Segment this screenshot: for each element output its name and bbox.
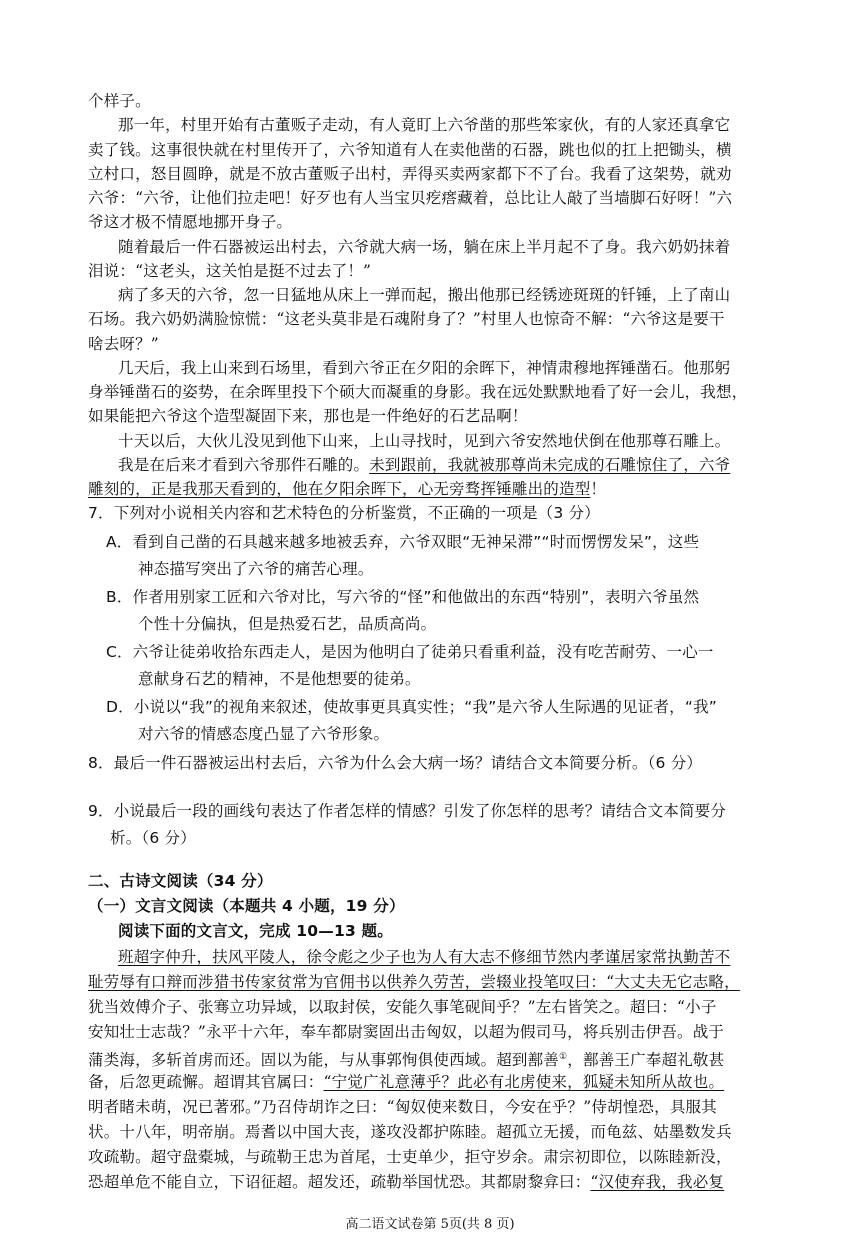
underlined-passage: “汉使弃我，我必复 xyxy=(590,1173,725,1191)
underlined-sentence: 未到跟前，我就被那尊尚未完成的石雕惊住了，六爷 xyxy=(369,456,731,474)
underlined-sentence: 雕刻的，正是我那天看到的，他在夕阳余晖下，心无旁骛挥锤雕出的造型 xyxy=(88,480,591,498)
classical-line xyxy=(88,1069,724,1095)
classical-line: 犹当效傅介子、张骞立功异域，以取封侯，安能久事笔砚间乎？”左右皆笑之。超曰：“小子 xyxy=(88,998,717,1016)
option-c-cont: 意献身石艺的精神，不是他想要的徒弟。 xyxy=(138,670,421,688)
option-b-cont: 个性十分偏执，但是热爱石艺，品质高尚。 xyxy=(138,615,437,633)
classical-line: 状。十八年，明帝崩。焉耆以中国大丧，遂攻没都护陈睦。超孤立无援，而龟兹、姑墨数发兵 xyxy=(88,1123,732,1141)
story-line: 随着最后一件石器被运出村去，六爷就大病一场，躺在床上半月起不了身。我六奶奶抹着 xyxy=(118,238,731,256)
story-line-underlined xyxy=(88,476,606,502)
classical-line xyxy=(88,969,740,995)
option-a: A．看到自己凿的石具越来越多地被丢弃，六爷双眼“无神呆滞”“时而愣愣发呆”，这些 xyxy=(106,533,700,551)
classical-text: 蒲类海，多斩首虏而还。固以为能，与从事郭恂俱使西域。超到鄯善 xyxy=(88,1051,560,1070)
story-line: 身举锤凿石的姿势，在余晖里投下个硕大而凝重的身影。我在远处默默地看了好一会儿，我想， xyxy=(88,383,748,401)
option-b: B．作者用别家工匠和六爷对比，写六爷的“怪”和他做出的东西“特别”，表明六爷虽然 xyxy=(106,588,700,606)
classical-text: 备，后忽更疏懈。超谓其官属曰： xyxy=(88,1073,324,1091)
question-9-cont: 析。（6 分） xyxy=(110,829,196,847)
story-line: 石场。我六奶奶满脸惊慌：“这老头莫非是石魂附身了？”村里人也惊奇不解：“六爷这是要干 xyxy=(88,310,725,328)
classical-text: 恐超单危不能自立，下诏征超。超发还，疏勒举国忧恐。其都尉黎弇曰： xyxy=(88,1173,591,1191)
classical-line: 攻疏勒。超守盘橐城，与疏勒王忠为首尾，士吏单少，拒守岁余。肃宗初即位，以陈睦新没， xyxy=(88,1148,732,1166)
option-c: C．六爷让徒弟收拾东西走人，是因为他明白了徒弟只看重利益，没有吃苦耐劳、一心一 xyxy=(106,643,714,661)
story-line: 病了多天的六爷，忽一日猛地从床上一弹而起，搬出他那已经锈迹斑斑的钎锤，上了南山 xyxy=(118,286,731,304)
story-line: 十天以后，大伙儿没见到他下山来，上山寻找时，见到六爷安然地伏倒在他那尊石雕上。 xyxy=(118,432,731,450)
story-line: 个样子。 xyxy=(88,92,151,110)
story-line: 六爷：“六爷，让他们拉走吧！好歹也有人当宝贝疙瘩藏着，总比让人敲了当墙脚石好呀！”六 xyxy=(88,189,733,207)
story-line: 泪说：“这老头，这关怕是挺不过去了！” xyxy=(88,262,372,280)
reading-instruction: 阅读下面的文言文，完成 10—13 题。 xyxy=(118,922,393,940)
classical-line xyxy=(88,1169,724,1195)
underlined-passage: 耻劳辱有口辩而涉猎书传家贫常为官佣书以供养久劳苦，尝辍业投笔叹曰：“大丈夫无它志略， xyxy=(88,973,740,991)
classical-line: 安知壮士志哉？”永平十六年，奉车都尉窦固出击匈奴，以超为假司马，将兵别击伊吾。战于 xyxy=(88,1023,725,1041)
story-line-underlined xyxy=(118,452,730,478)
classical-line: 明者睹未萌，况已著邪。”乃召侍胡诈之曰：“匈奴使来数日，今安在乎？”侍胡惶恐，具服其 xyxy=(88,1098,717,1116)
question-8: 8．最后一件石器被运出村去后，六爷为什么会大病一场？请结合文本简要分析。（6 分） xyxy=(88,754,703,772)
story-line: 如果能把六爷这个造型凝固下来，那也是一件绝好的石艺品啊！ xyxy=(88,407,528,425)
story-text: ！ xyxy=(590,480,607,498)
question-7: 7．下列对小说相关内容和艺术特色的分析鉴赏，不正确的一项是（3 分） xyxy=(88,504,600,522)
classical-line-underlined: 班超字仲升，扶风平陵人，徐令彪之少子也为人有大志不修细节然内孝谨居家常执勤苦不 xyxy=(118,948,731,966)
section-heading: 二、古诗文阅读（34 分） xyxy=(88,872,273,890)
option-d-cont: 对六爷的情感态度凸显了六爷形象。 xyxy=(138,725,390,743)
footnote-marker: ① xyxy=(559,1052,568,1062)
classical-text: ，鄯善王广奉超礼敬甚 xyxy=(567,1051,725,1070)
story-line: 卖了钱。这事很快就在村里传开了，六爷知道有人在卖他凿的石器，跳也似的扛上把锄头，横 xyxy=(88,141,732,159)
option-d: D．小说以“我”的视角来叙述，使故事更具真实性；“我”是六爷人生际遇的见证者，“我” xyxy=(106,698,718,716)
story-line: 几天后，我上山来到石场里，看到六爷正在夕阳的余晖下，神情肃穆地挥锤凿石。他那躬 xyxy=(118,359,731,377)
story-line: 啥去呀？” xyxy=(88,335,159,353)
story-line: 爷这才极不情愿地挪开身子。 xyxy=(88,213,293,231)
story-text: 我是在后来才看到六爷那件石雕的。 xyxy=(118,456,370,474)
subsection-heading: （一）文言文阅读（本题共 4 小题，19 分） xyxy=(88,897,405,915)
question-9: 9．小说最后一段的画线句表达了作者怎样的情感？引发了你怎样的思考？请结合文本简要分 xyxy=(88,802,727,820)
story-line: 立村口，怒目圆睁，就是不放古董贩子出村，弄得买卖两家都下不了台。我看了这架势，就劝 xyxy=(88,165,732,183)
option-a-cont: 神态描写突出了六爷的痛苦心理。 xyxy=(138,560,374,578)
story-line: 那一年，村里开始有古董贩子走动，有人竟盯上六爷凿的那些笨家伙，有的人家还真拿它 xyxy=(118,116,731,134)
underlined-passage: “宁觉广礼意薄乎？此必有北虏使来，狐疑未知所从故也。 xyxy=(323,1073,725,1091)
page-footer: 高二语文试卷第 5页(共 8 页) xyxy=(345,1217,515,1232)
